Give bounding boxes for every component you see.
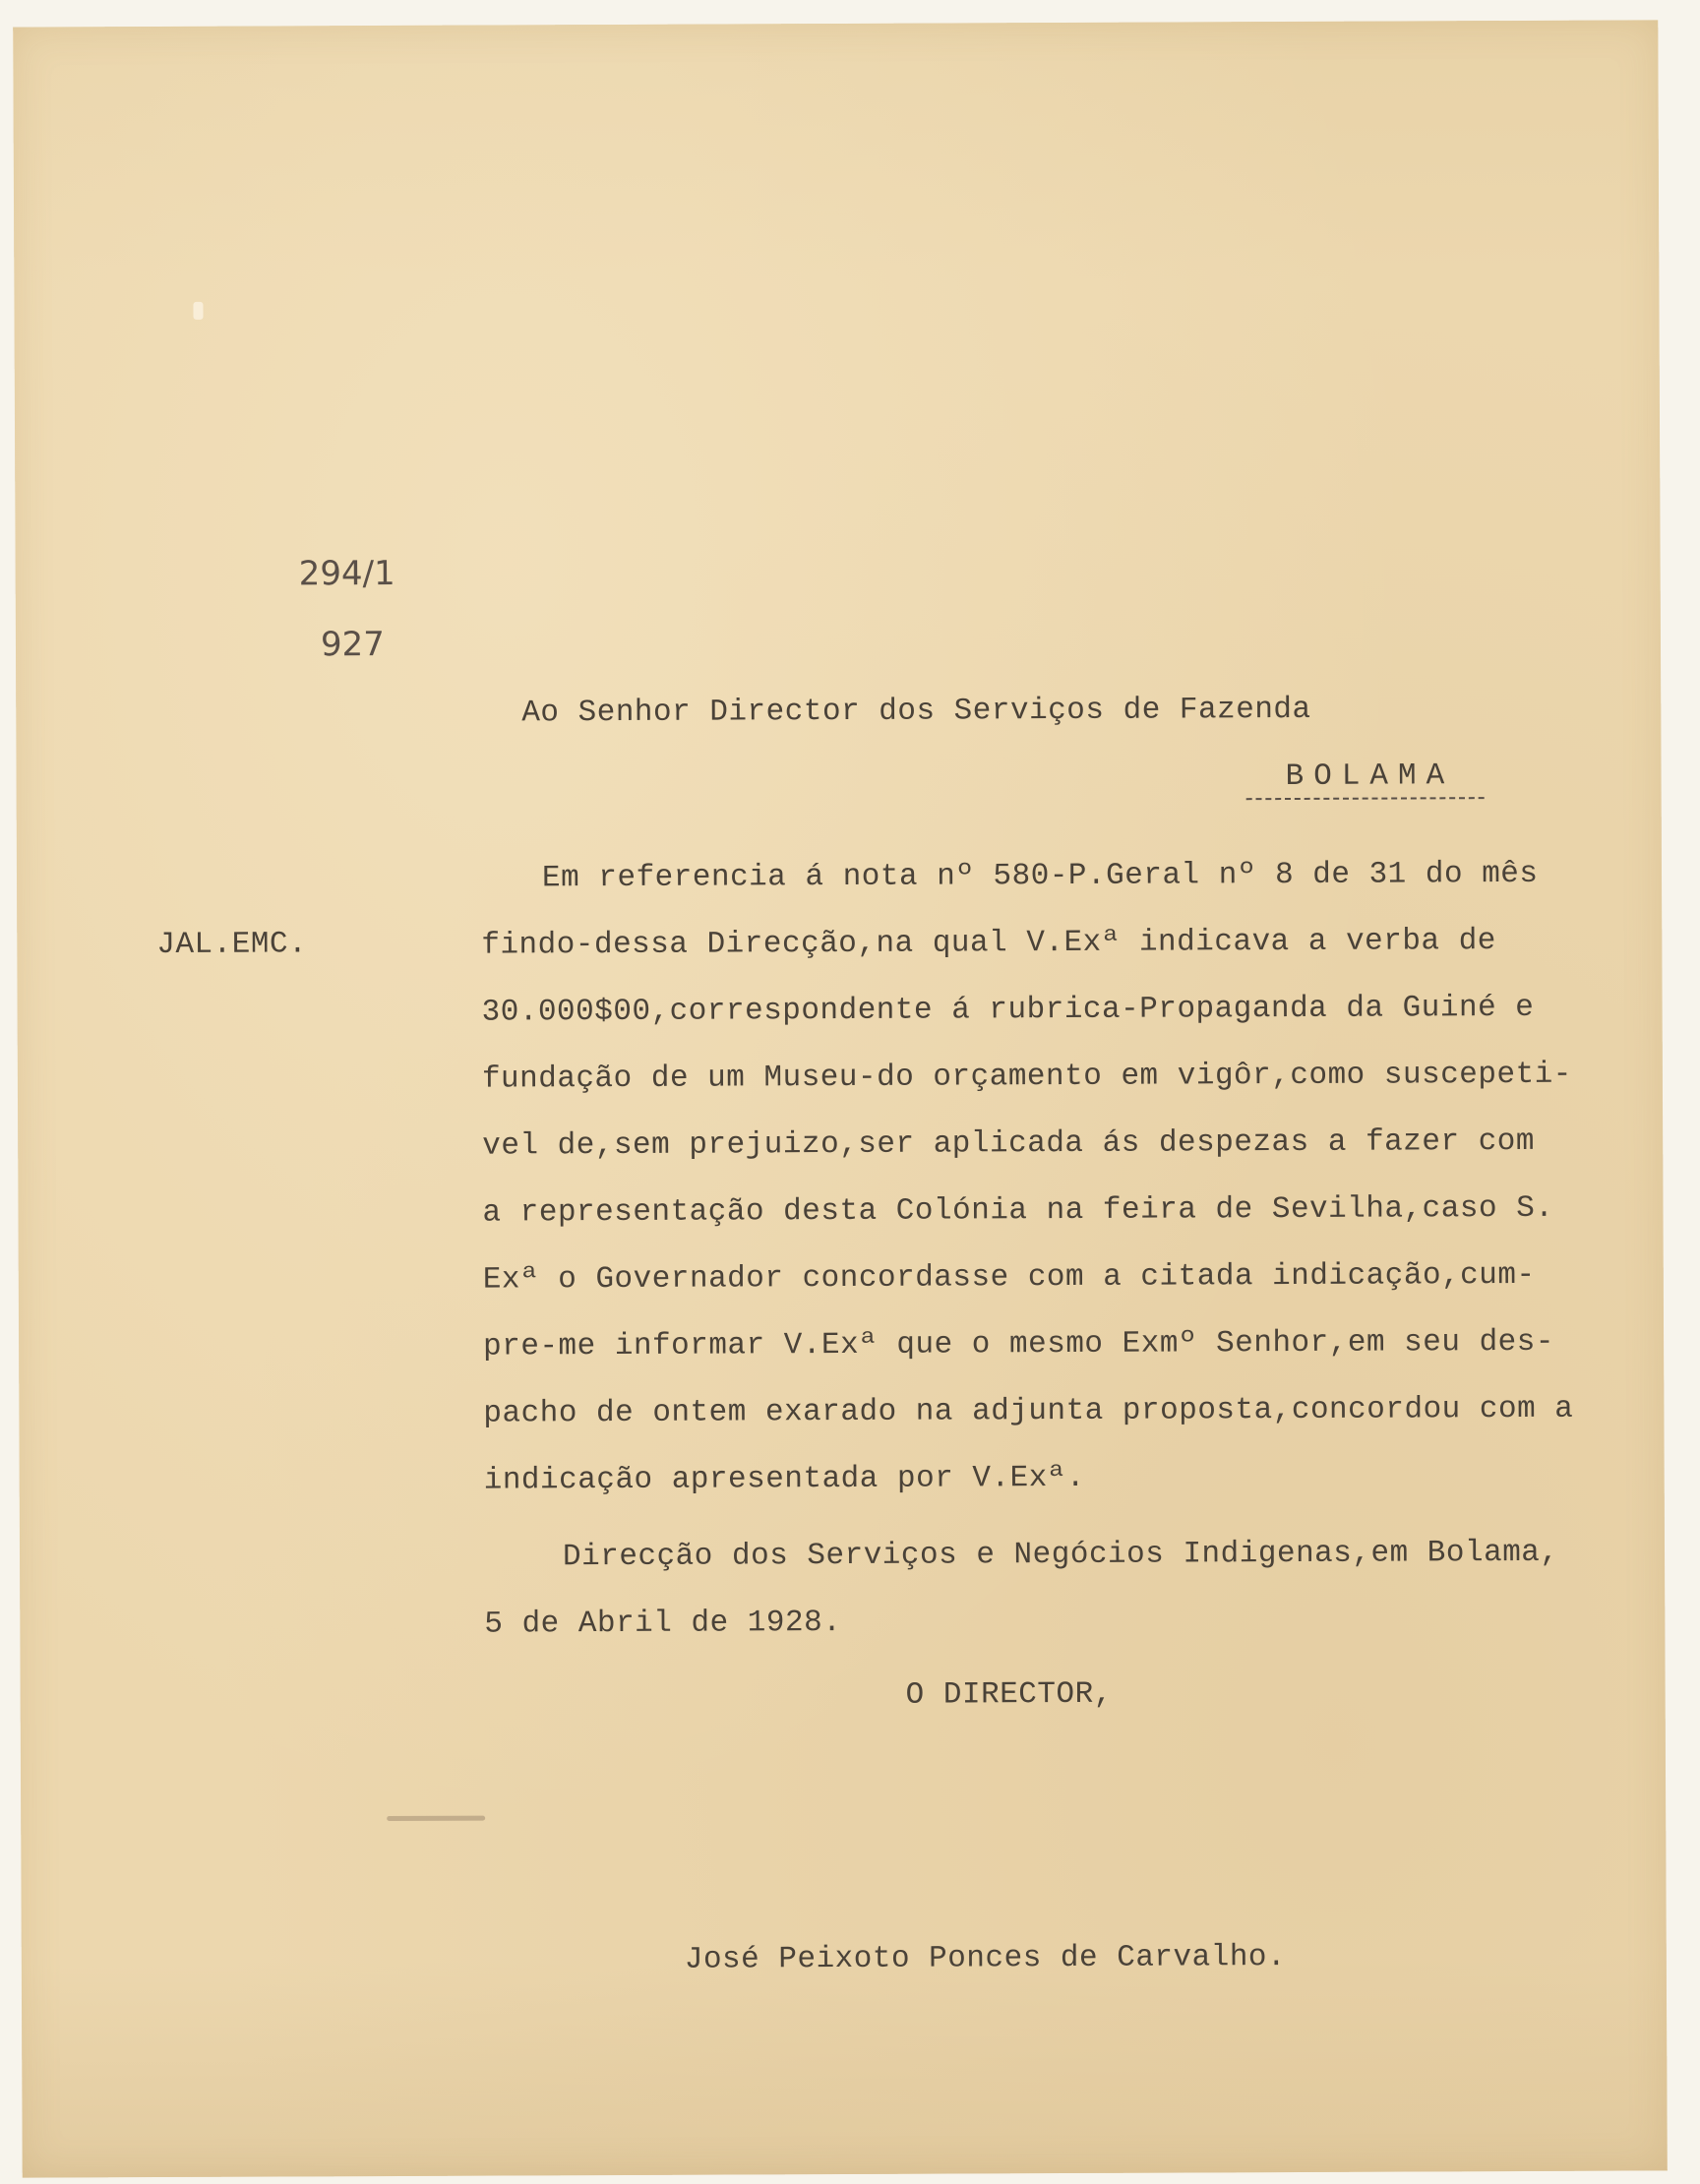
body-line: fundação de um Museu-do orçamento em vigôr,como suscepeti- [481,1057,1572,1097]
document-page [13,20,1668,2177]
closing-place: Direcção dos Serviços e Negócios Indigenas,em Bolama, [562,1535,1559,1575]
body-line: indicação apresentada por V.Exª. [483,1460,1086,1498]
ink-smudge [387,1816,485,1821]
body-line: Exª o Governador concordasse com a citada indicação,cum- [482,1257,1536,1298]
body-line: findo-dessa Direcção,na qual V.Exª indicava a verba de [481,924,1496,963]
reference-sequence: 927 [320,625,385,665]
body-line: pre-me informar V.Exª que o mesmo Exmº Senhor,em seu des- [483,1324,1555,1365]
body-line: vel de,sem prejuizo,ser aplicada ás despezas a fazer com [482,1123,1536,1164]
body-line: pacho de ontem exarado na adjunta proposta,concordou com a [483,1391,1574,1431]
body-line: 30.000$00,correspondente á rubrica-Propaganda da Guiné e [481,990,1535,1030]
typist-initials: JAL.EMC. [156,927,308,963]
addressee-place: BOLAMA [1246,760,1485,800]
closing-date: 5 de Abril de 1928. [484,1605,842,1642]
signature-name: José Peixoto Ponces de Carvalho. [684,1940,1287,1977]
signature-title: O DIRECTOR, [905,1676,1113,1713]
body-line: Em referencia á nota nº 580-P.Geral nº 8 de 31 do mês [541,856,1539,896]
addressee-line: Ao Senhor Director dos Serviços de Fazenda [521,692,1311,731]
reference-number: 294/1 [298,553,395,594]
paper-mark [193,302,203,320]
body-line: a representação desta Colónia na feira de Sevilha,caso S. [482,1190,1554,1231]
